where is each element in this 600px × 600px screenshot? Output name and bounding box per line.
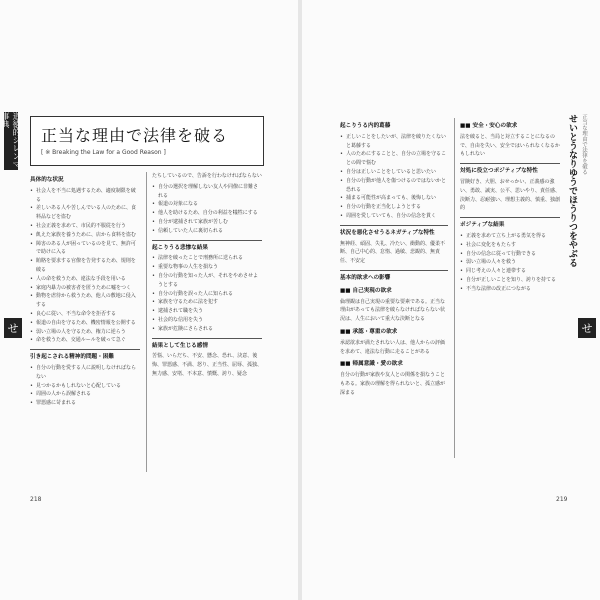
list-item: • 報道の対象になる <box>152 200 262 209</box>
list-item: • 周囲を愛していても、自分の信念を貫く <box>340 212 448 221</box>
list-item: • 弱い立場の人を守るため、権力に逆らう <box>30 328 140 337</box>
heading-emotions: 結果として生じる感情 <box>152 338 262 351</box>
list-item: • 重要な物事の人生を損なう <box>152 263 262 272</box>
list-item: • 法律を破ったことで刑務所に送られる <box>152 254 262 263</box>
list-item: • 自分の行動を誤った人に知られる <box>152 290 262 299</box>
heading-positive-results: ポジティブな結果 <box>460 217 560 230</box>
subheading-self-actualization: ■■ 自己実現の欲求 <box>340 287 392 294</box>
list-item: • 弱い立場の人々を救う <box>460 258 560 267</box>
column-divider <box>146 172 147 472</box>
list-item: • 自分が正しいことを知り、誇りを持てる <box>460 276 560 285</box>
list-item: • 家庭内暴力の被害者を匿うために嘘をつく <box>30 284 140 293</box>
emotions-text: 苦悩、いらだち、不安、懸念、恐れ、決意、後悔、罪悪感、不満、怒り、正当性、屈辱、孤独、無力感、安堵、不本意、憤慨、誇り、疑念 <box>152 353 263 377</box>
list-item: • 賄賂を要求する官僚を告発するため、規則を破る <box>30 257 140 275</box>
list-item: • 他人を助けるため、自分の利益を犠牲にする <box>152 209 262 218</box>
negative-traits-text: 無神経、頑固、失礼、冷たい、衝動的、優柔不断、自己中心的、怠惰、過敏、悲観的、無責任、不安定 <box>340 240 446 265</box>
list-item: • 捕まる可能性が高まっても、後悔しない <box>340 194 448 203</box>
index-letter-tab-left: せ <box>4 318 22 338</box>
list-item: • 見つかるかもしれないと心配している <box>30 382 140 391</box>
list-item: • 正しいことをしたいが、法律を破りたくないと葛藤する <box>340 133 448 151</box>
subheading-safety: ■■ 安全・安心の欲求 <box>460 123 518 129</box>
positive-traits-text: 冒険好き、大胆、おせっかい、正義感の強い、勇敢、誠実、公平、思いやり、責任感、決断力、忍耐強い、理想主義的、慎重、独創的 <box>460 178 561 212</box>
list-item: • 不当な法律の改正につながる <box>460 285 560 294</box>
list-item: • 自分の信念に従って行動できる <box>460 250 560 259</box>
heading-problems: 引き起こされる精神的問題・困難 <box>30 349 140 362</box>
heading-consequences: 起こりうる悲惨な結果 <box>152 240 262 253</box>
right-column-1 <box>340 118 448 400</box>
list-item: • 飢えた家族を養うために、店から食料を盗む <box>30 231 140 240</box>
heading-basic-needs: 基本的欲求への影響 <box>340 270 448 283</box>
entry-subtitle: [ ※ Breaking the Law for a Good Reason ] <box>41 149 166 156</box>
heading-negative-traits: 状況を悪化させうるネガティブな特性 <box>340 225 448 238</box>
list-situations <box>30 187 140 345</box>
belonging-text: 自分の行動が家族や友人との関係を損なうこともある。家族の理解を得られないと、孤立感が深まる <box>340 372 446 396</box>
self-actualization-text: 倫理観は自己実現の重要な要素である。正当な理由があっても法律を破らなければならない状況は、人生において重大な決断となる <box>340 298 446 323</box>
index-letter-tab-right: せ <box>578 318 596 338</box>
vertical-title-kanji: 正当な理由で法律を破る <box>581 114 587 175</box>
list-item: • 自分の行動を知った人が、それをやめさせようとする <box>152 272 262 290</box>
list-item: • 正義を求めて立ち上がる勇気を得る <box>460 232 560 241</box>
list-item: • 自分は正しいことをしていると思いたい <box>340 168 448 177</box>
list-item: • 社会に変化をもたらす <box>460 241 560 250</box>
subheading-belonging: ■■ 帰属意識・愛の欲求 <box>340 361 403 368</box>
safety-text: 法を破ると、当局と対立することになるので、自由を失い、安全ではいられなくなるかもしれない <box>460 133 560 158</box>
subheading-esteem: ■■ 承認・尊重の欲求 <box>340 328 398 335</box>
section-tab-label: 道徳的ジレンマ事典 <box>1 112 21 168</box>
entry-title-box <box>30 116 264 166</box>
right-column-2 <box>460 118 560 294</box>
list-item: • 社会正義を求めて、市民的不服従を行う <box>30 222 140 231</box>
list-item: • 人の命を救うため、違法な手段を用いる <box>30 275 140 284</box>
list-item: • 自分の行動を愛する人に説明しなければならない <box>30 364 140 382</box>
left-column-2 <box>152 172 262 381</box>
list-item: • 信頼していた人に裏切られる <box>152 227 262 236</box>
esteem-text: 承認欲求が満たされない人は、他人からの評価を求めて、違法な行動に走ることがある <box>340 339 446 355</box>
list-item: • 自分の選択を理解しない友人や同僚に非難される <box>152 183 262 201</box>
list-item: • 罪悪感に苛まれる <box>30 399 140 408</box>
list-item: • 逮捕されて職を失う <box>152 307 262 316</box>
list-continued <box>152 183 262 236</box>
list-problems <box>30 364 140 408</box>
list-consequences <box>152 254 262 333</box>
heading-internal-conflict: 起こりうる内的葛藤 <box>340 123 391 129</box>
entry-title: 正当な理由で法律を破る <box>41 126 229 145</box>
list-item: • 人のためにすることと、自分の立場を守ることの間で悩む <box>340 150 448 168</box>
list-item: • 差しいある人や苦しんでいる人のために、食料品などを盗む <box>30 204 140 222</box>
list-internal-conflict <box>340 133 448 221</box>
page-number-left: 218 <box>30 496 42 503</box>
list-item: • 自分の行動を正当化しようとする <box>340 203 448 212</box>
heading-situations: 具体的な状況 <box>30 177 64 183</box>
list-positive-results <box>460 232 560 294</box>
list-item: • 家族が危険にさらされる <box>152 325 262 334</box>
list-item: • 周囲の人から誤解される <box>30 390 140 399</box>
list-item: • 自分の行動が他人を傷つけるのではないかと恐れる <box>340 177 448 195</box>
left-column-1 <box>30 172 140 408</box>
list-item: • 社会的な信用を失う <box>152 316 262 325</box>
column-divider <box>454 118 455 458</box>
list-item: • 家族を守るために法を犯す <box>152 298 262 307</box>
heading-positive-traits: 対処に役立つポジティブな特性 <box>460 163 560 176</box>
page-number-right: 219 <box>556 496 568 503</box>
list-item: • 障害のある人が困っているのを見て、無許可で助けに入る <box>30 240 140 258</box>
vertical-title-reading: せいとうなりゆうでほうりつをやぶる <box>567 114 577 267</box>
list-item: • 動物を虐待から救うため、他人の敷地に侵入する <box>30 292 140 310</box>
continued-text: たちしているので、告訴を行わなければならない <box>152 173 262 179</box>
list-item: • 自分が逮捕されて家族が苦しむ <box>152 218 262 227</box>
list-item: • 社会人を不当に処遇するため、適度制限を破る <box>30 187 140 205</box>
list-item: • 同じ考えの人々と連帯する <box>460 267 560 276</box>
list-item: • 良心に従い、不当な命令を拒否する <box>30 310 140 319</box>
list-item: • 命を救うため、交通ルールを破って急ぐ <box>30 336 140 345</box>
list-item: • 報道の自由を守るため、機密情報を公開する <box>30 319 140 328</box>
